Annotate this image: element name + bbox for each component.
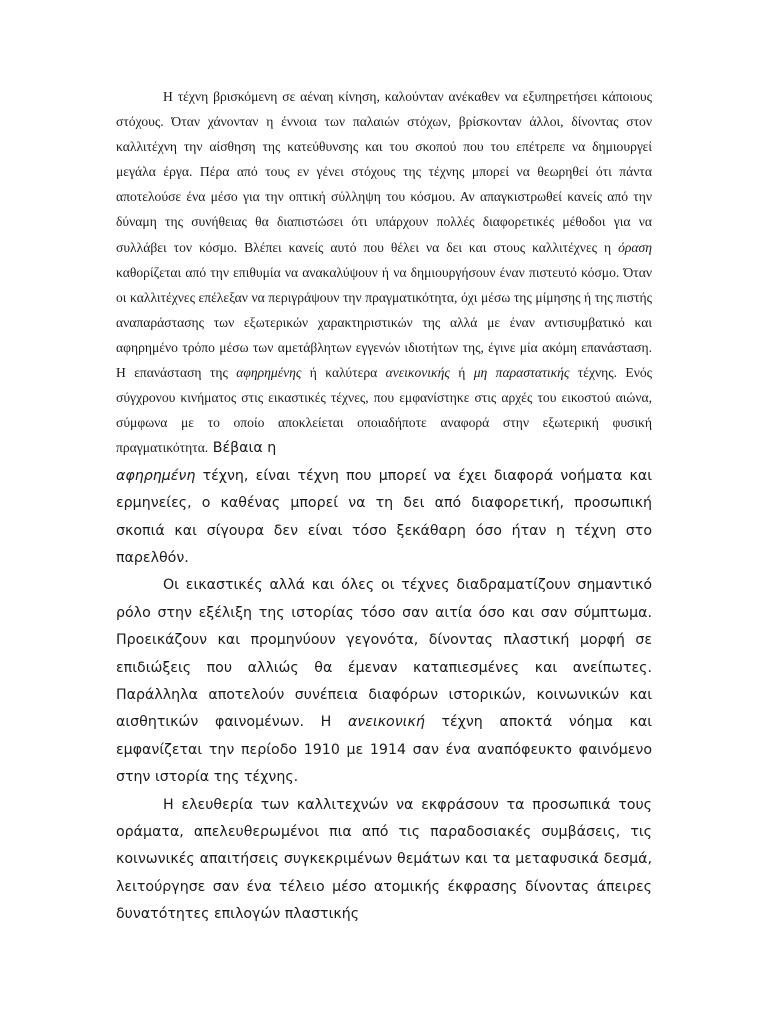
text-run: τέχνης. Ενός σύγχρονου κινήματος στις εικαστικές τέχνες, που εμφανίστηκε στις αρχές του εικοστού αιώνα, σύμφωνα με το οποίο αποκλείεται οποιαδήποτε αναφορά στην εξωτερική φυσική πραγματικότητα. <box>116 365 653 456</box>
text-run: καθορίζεται από την επιθυμία να ανακαλύψουν ή να δημιουργήσουν έναν πιστευτό κόσμο. Όταν οι καλλιτέχνες επέλεξαν να περιγράψουν την πραγματικότητα, όχι μέσω της μίμησης ή της πιστής αναπαράστασης των εξωτερικών χαρακτηριστικών της αλλά με έναν αντισυμβατικό και αφηρημένο τρόπο μέσω των αμετάβλητων εγγενών ιδιοτήτων της, έγινε μία ακόμη επανάσταση. Η επανάσταση της <box>116 264 652 381</box>
text-run: τέχνη αποκτά νόημα και εμφανίζεται την περίοδο 1910 με 1914 σαν ένα αναπόφευκτο φαινόμενο στην ιστορία της τέχνης. <box>116 714 652 786</box>
emphasis-afirimeni: αφηρημένη <box>116 467 196 484</box>
paragraph-3 <box>116 792 652 929</box>
paragraph-1-sans-continuation <box>116 463 652 573</box>
emphasis-aneikonikis: ανεικονικής <box>385 365 450 381</box>
text-run: ή <box>449 365 474 381</box>
text-run: Η τέχνη βρισκόμενη σε αέναη κίνηση, καλούνταν ανέκαθεν να εξυπηρετήσει κάποιους στόχους. Όταν χάνονταν η έννοια των παλαιών στόχων, βρίσκονταν άλλοι, δίνοντας στον καλλιτέχνη την αίσθηση της κατεύθυνσης και του σκοπού που του επέτρεπε να δημιουργεί μεγάλα έργα. Πέρα από τους εν γένει στόχους της τέχνης μπορεί να θεωρηθεί ότι πάντα αποτελούσε ένα μέσο για την οπτική σύλληψη του κόσμου. Αν απαγκιστρωθεί κανείς από την δύναμη της συνήθειας θα διαπιστώσει ότι υπάρχουν πολλές διαφορετικές μέθοδοι για να συλλάβει τον κόσμο. Βλέπει κανείς αυτό που θέλει να δει και στους καλλιτέχνες η <box>116 89 652 255</box>
text-run: τέχνη, είναι τέχνη που μπορεί να έχει διαφορά νοήματα και ερμηνείες, ο καθένας μπορεί να τη δει από διαφορετική, προσωπική σκοπιά και σίγουρα δεν είναι τόσο ξεκάθαρη όσο ήταν η τέχνη στο παρελθόν. <box>116 467 652 566</box>
body-text <box>116 84 652 929</box>
paragraph-1-serif <box>116 84 652 463</box>
text-run-sans: Βέβαια η <box>208 440 277 457</box>
text-run: Οι εικαστικές αλλά και όλες οι τέχνες διαδραματίζουν σημαντικό ρόλο στην εξέλιξη της ιστορίας τόσο σαν αιτία όσο και σαν σύμπτωμα. Προεικάζουν και προμηνύουν γεγονότα, δίνοντας πλαστική μορφή σε επιδιώξεις που αλλιώς θα έμεναν καταπιεσμένες και ανείπωτες. Παράλληλα αποτελούν συνέπεια διαφόρων ιστορικών, κοινωνικών και αισθητικών φαινομένων. Η <box>116 577 652 731</box>
paragraph-2 <box>116 572 652 791</box>
emphasis-afirimenis: αφηρημένης <box>236 365 302 381</box>
emphasis-aneikoniki: ανεικονική <box>347 714 425 731</box>
text-run: ή καλύτερα <box>301 365 386 381</box>
emphasis-mi-parastatikis: μη παραστατικής <box>473 365 570 381</box>
text-run: Η ελευθερία των καλλιτεχνών να εκφράσουν τα προσωπικά τους οράματα, απελευθερωμένοι πια από τις παραδοσιακές συμβάσεις, τις κοινωνικές απαιτήσεις συγκεκριμένων θεμάτων και τα μεταφυσικά δεσμά, λειτούργησε σαν ένα τέλειο μέσο ατομικής έκφρασης δίνοντας άπειρες δυνατότητες επιλογών πλαστικής <box>116 796 652 923</box>
emphasis-orasi: όραση <box>618 239 652 255</box>
